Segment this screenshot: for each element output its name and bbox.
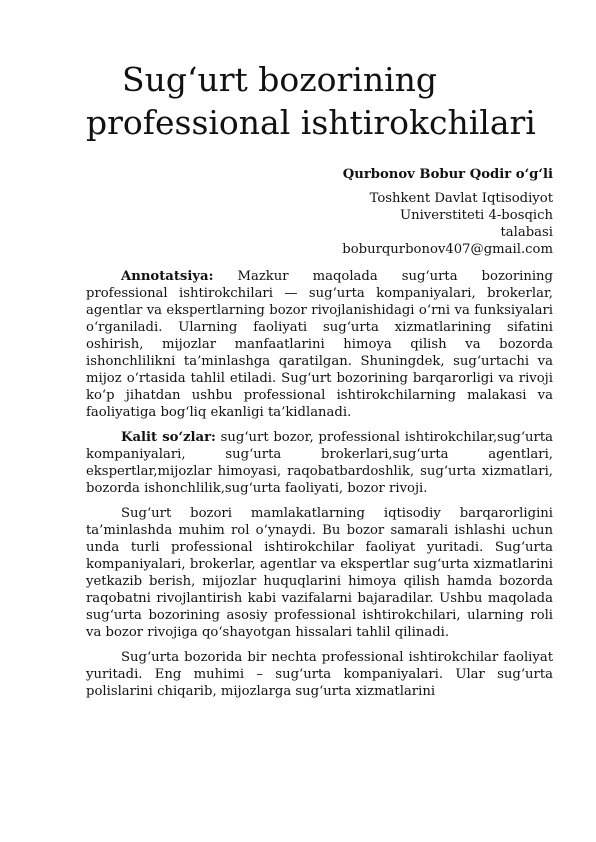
document-title: Sug‘urt bozorining professional ishtirokchilari bbox=[86, 60, 536, 142]
body-paragraph: Sug‘urt bozori mamlakatlarning iqtisodiy barqarorligini ta’minlashda muhim rol o‘ynaydi. Bu bozor samarali ishlashi uchun unda turli professional ishtirokchilar faoliyat yuritadi. Sug‘urta kompaniyalari, brokerlar, agentlar va ekspertlar sug‘urta xizmatlarini yetkazib berish, mijozlar huquqlarini himoya qilish hamda bozorda raqobatni rivojlantirish kabi vazifalarni bajaradilar. Ushbu maqolada sug‘urta bozorining asosiy professional ishtirokchilari, ularning roli va bozor rivojiga qo‘shayotgan hissalari tahlil qilinadi. bbox=[86, 506, 553, 640]
abstract-label: Annotatsiya: bbox=[121, 269, 214, 284]
author-email[interactable]: boburqurbonov407@gmail.com bbox=[342, 242, 553, 257]
document-page bbox=[86, 0, 553, 700]
author-name: Qurbonov Bobur Qodir o‘g‘li bbox=[342, 167, 553, 182]
affiliation bbox=[86, 190, 553, 241]
affiliation-line: Toshkent Davlat Iqtisodiyot bbox=[369, 191, 553, 206]
keywords-paragraph bbox=[86, 429, 553, 497]
abstract-text: Mazkur maqolada sug‘urta bozorining professional ishtirokchilari — sug‘urta kompaniyalari, brokerlar, agentlar va ekspertlarning bozor rivojlanishidagi o‘rni va funksiyalari o‘rganiladi. Ularning faoliyati sug‘urta xizmatlarining sifatini oshirish, mijozlar manfaatlarini himoya qilish va bozorda ishonchlilikni ta’minlashga qaratilgan. Shuningdek, sug‘urtachi va mijoz o‘rtasida tahlil etiladi. Sug‘urt bozorining barqarorligi va rivoji ko‘p jihatdan ushbu professional ishtirokchilarning malakasi va faoliyatiga bog‘liq ekanligi ta’kidlanadi. bbox=[86, 269, 553, 420]
keywords-text: sug‘urt bozor, professional ishtirokchilar,sug‘urta kompaniyalari, sug‘urta brokerlari,sug‘urta agentlari, ekspertlar,mijozlar himoyasi, raqobatbardoshlik, sug‘urta xizmatlari, bozorda ishonchlilik,sug‘urta faoliyati, bozor rivoji. bbox=[86, 430, 553, 496]
body-paragraph: Sug‘urta bozorida bir nechta professional ishtirokchilar faoliyat yuritadi. Eng muhimi – sug‘urta kompaniyalari. Ular sug‘urta polislarini chiqarib, mijozlarga sug‘urta xizmatlarini bbox=[86, 650, 553, 699]
keywords-label: Kalit so‘zlar: bbox=[121, 430, 216, 445]
affiliation-line: talabasi bbox=[500, 225, 553, 240]
author-block bbox=[86, 166, 553, 258]
abstract-paragraph bbox=[86, 268, 553, 421]
affiliation-line: Universtiteti 4-bosqich bbox=[399, 208, 553, 223]
